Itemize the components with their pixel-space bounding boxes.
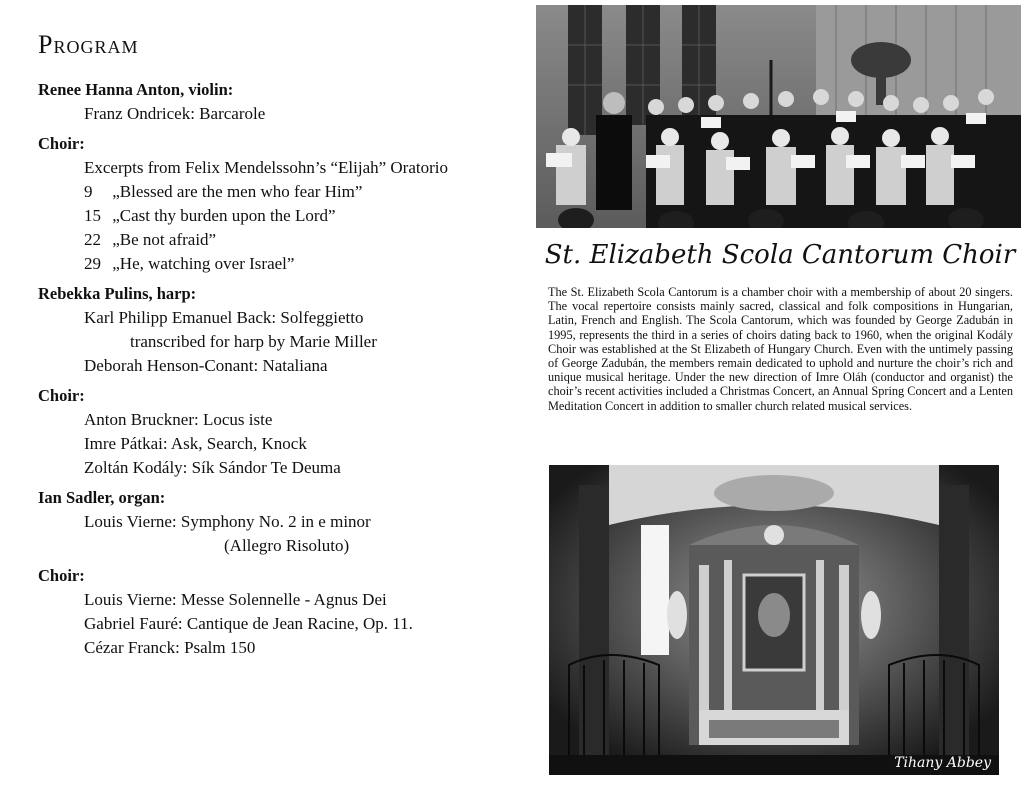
program-item: Deborah Henson-Conant: Nataliana [84,356,328,375]
performer-name: Choir: [38,566,85,585]
movement-title: „Cast thy burden upon the Lord” [112,206,336,225]
program-item [38,252,508,276]
program-item: Karl Philipp Emanuel Back: Solfeggietto [84,308,364,327]
program-column [38,30,508,666]
movement-title: „He, watching over Israel” [112,254,295,273]
photo-caption: Tihany Abbey [894,755,991,771]
movement-number: 15 [84,206,101,225]
movement-title: „Blessed are the men who fear Him” [112,182,363,201]
program-item: Louis Vierne: Messe Solennelle - Agnus Dei [84,590,387,609]
program-section [38,132,508,276]
program-section [38,564,508,660]
movement-number: 29 [84,254,101,273]
choir-title: St. Elizabeth Scola Cantorum Choir [544,240,1016,270]
program-section [38,282,508,378]
performer-name: Choir: [38,386,85,405]
program-item: Louis Vierne: Symphony No. 2 in e minor [84,512,371,531]
program-item: transcribed for harp by Marie Miller [130,332,377,351]
program-title: Program [38,30,139,59]
program-item: (Allegro Risoluto) [224,536,350,555]
performer-name: Renee Hanna Anton, violin: [38,80,234,99]
program-item: Franz Ondricek: Barcarole [84,104,266,123]
choir-photo-illustration [536,5,1021,228]
program-section [38,384,508,480]
program-item [38,228,508,252]
movement-title: „Be not afraid” [112,230,217,249]
choir-photo [536,5,1021,228]
program-item: Excerpts from Felix Mendelssohn’s “Elijah” Oratorio [84,158,448,177]
program-item: Imre Pátkai: Ask, Search, Knock [84,434,307,453]
movement-number: 9 [84,182,93,201]
program-item: Gabriel Fauré: Cantique de Jean Racine, Op. 11. [84,614,413,633]
program-item: Cézar Franck: Psalm 150 [84,638,256,657]
movement-number: 22 [84,230,101,249]
program-item [38,180,508,204]
choir-description: The St. Elizabeth Scola Cantorum is a chamber choir with a membership of about 20 singers. The vocal repertoire consists mainly sacred, classical and folk compositions in Hungarian, Latin, French and English. The Scola Cantorum, which was founded by George Zadubán in 1995, represents the third in a series of choirs dating back to 1960, when the original Kodály Choir was established at the St Elizabeth of Hungary Church. Even with the untimely passing of George Zadubán, the members remain dedicated to uphold and nurture the choir’s rich and unique musical heritage. Under the new direction of Imre Oláh (conductor and organist) the choir’s recent activities included a Christmas Concert, an Annual Spring Concert and a Lenten Meditation Concert in addition to smaller church related musical services. [548,285,1013,413]
performer-name: Ian Sadler, organ: [38,488,166,507]
performer-name: Rebekka Pulins, harp: [38,284,197,303]
program-item [38,204,508,228]
program-item: Zoltán Kodály: Sík Sándor Te Deuma [84,458,341,477]
performer-name: Choir: [38,134,85,153]
program-item: Anton Bruckner: Locus iste [84,410,273,429]
altar-photo-illustration [549,465,999,775]
program-section [38,78,508,126]
program-section [38,486,508,558]
church-interior-photo [549,465,999,775]
